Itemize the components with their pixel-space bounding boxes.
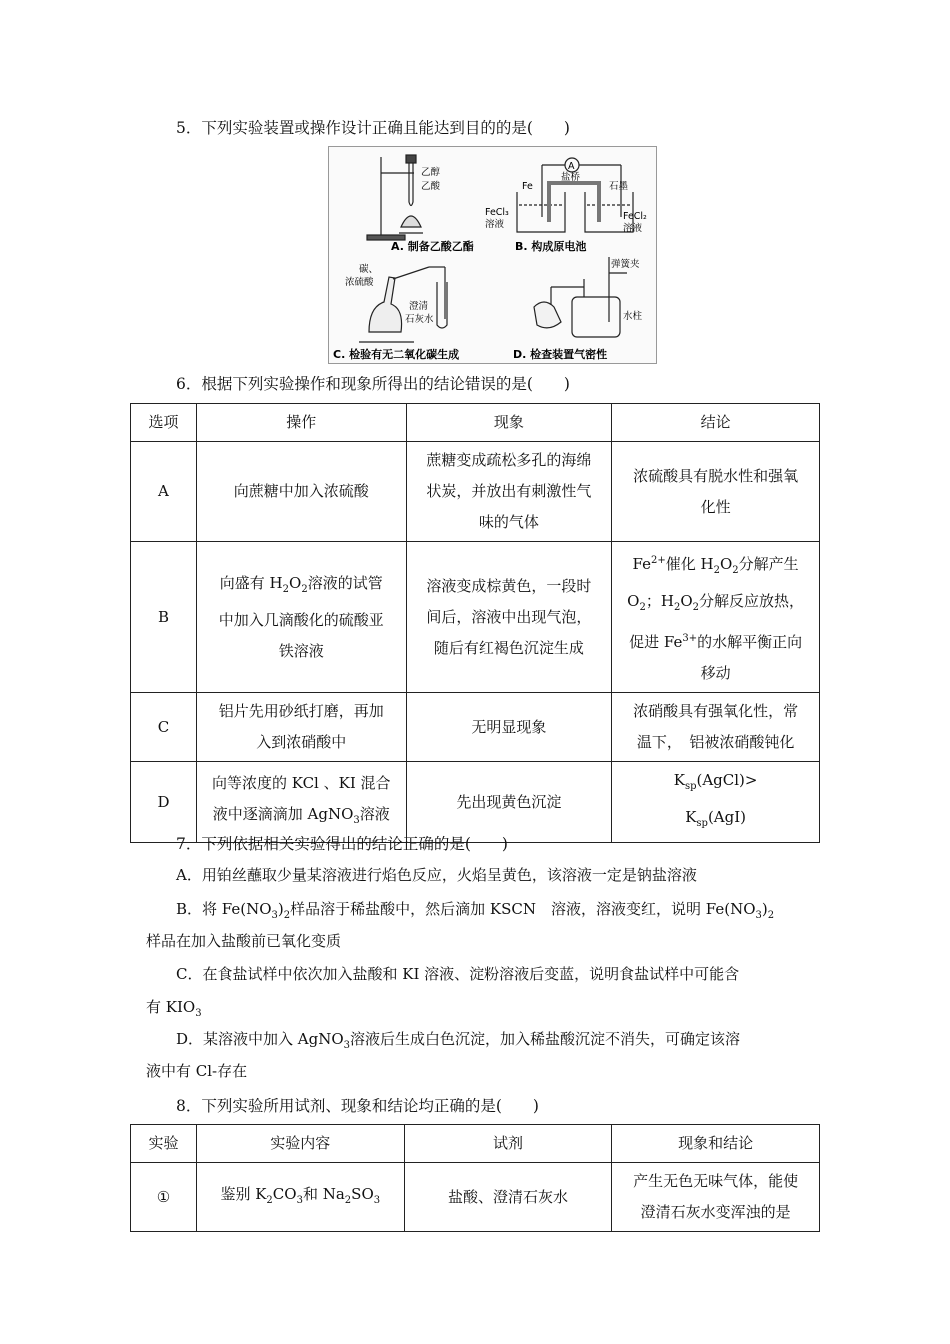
operation-cell: 铝片先用砂纸打磨，再加 入到浓硝酸中 [196,693,406,762]
header-result: 现象和结论 [612,1125,820,1163]
header-reagent: 试剂 [404,1125,612,1163]
header-operation: 操作 [196,404,406,442]
table-row [131,693,820,762]
label-acetic-acid: 乙酸 [421,181,441,192]
label-limewater-1: 澄清 [409,301,429,312]
label-carbon: 碳、 [359,264,379,275]
apparatus-figure [328,146,657,364]
label-limewater-2: 石灰水 [405,314,434,325]
conclusion-cell: $K_{sp}(AgCl)>$ $K_{sp}(AgI)$ [612,762,820,843]
caption-a: A. 制备乙酸乙酯 [391,240,474,253]
option-cell: C [131,693,197,762]
label-salt-bridge: 盐桥 [561,172,581,183]
phenomenon-cell: 溶液变成棕黄色，一段时 间后，溶液中出现气泡， 随后有红褐色沉淀生成 [406,542,612,693]
question-7-option-c-line2: 有 $KIO_3$ [146,998,202,1019]
label-water-column: 水柱 [623,311,643,322]
header-option: 选项 [131,404,197,442]
conclusion-cell: $Fe^{2+}$催化 $H_2O_2$分解产生 $O_2$；$H_2O_2$分解反应放热， 促进 $Fe^{3+}$的水解平衡正向 移动 [612,542,820,693]
option-cell: A [131,442,197,542]
result-cell: 产生无色无味气体，能使 澄清石灰水变浑浊的是 [612,1163,820,1232]
question-7-option-b-line2: 样品在加入盐酸前已氧化变质 [146,932,342,950]
question-6-table [130,403,820,843]
question-8-stem: 8．下列实验所用试剂、现象和结论均正确的是( ) [176,1097,539,1115]
question-7-option-d-line2: 液中有 Cl-存在 [146,1062,248,1080]
question-7-option-d-line1: D．某溶液中加入 AgNO$_3$溶液后生成白色沉淀，加入稀盐酸沉淀不消失，可确定该溶 [176,1030,741,1051]
phenomenon-cell: 先出现黄色沉淀 [406,762,612,843]
experiment-number-cell: ① [131,1163,197,1232]
header-content: 实验内容 [196,1125,404,1163]
caption-c: C. 检验有无二氧化碳生成 [333,348,460,361]
label-fecl2: FeCl₂ [623,211,647,222]
table-row [131,442,820,542]
label-fecl3-solution: 溶液 [485,219,505,230]
option-cell: B [131,542,197,693]
option-cell: D [131,762,197,843]
question-7-option-a: A．用铂丝蘸取少量某溶液进行焰色反应，火焰呈黄色，该溶液一定是钠盐溶液 [176,866,697,884]
question-7-option-b-line1: B．将 $Fe(NO_3)_2$样品溶于稀盐酸中，然后滴加 KSCN 溶液，溶液变红，说明 $Fe(NO_3)_2$ [176,900,775,921]
table-row [131,762,820,843]
conclusion-cell: 浓硫酸具有脱水性和强氧 化性 [612,442,820,542]
header-experiment: 实验 [131,1125,197,1163]
label-fe: Fe [522,181,533,192]
content-cell: 鉴别 $K_2CO_3$和 $Na_2SO_3$ [196,1163,404,1232]
reagent-cell: 盐酸、澄清石灰水 [404,1163,612,1232]
header-phenomenon: 现象 [406,404,612,442]
label-fecl2-solution: 溶液 [623,223,643,234]
operation-cell: 向蔗糖中加入浓硫酸 [196,442,406,542]
table-row [131,542,820,693]
conclusion-cell: 浓硝酸具有强氧化性，常 温下， 铝被浓硝酸钝化 [612,693,820,762]
question-6-stem: 6．根据下列实验操作和现象所得出的结论错误的是( ) [176,375,570,393]
phenomenon-cell: 蔗糖变成疏松多孔的海绵 状炭，并放出有刺激性气 味的气体 [406,442,612,542]
operation-cell: 向盛有 $H_2O_2$溶液的试管 中加入几滴酸化的硫酸亚 铁溶液 [196,542,406,693]
label-conc-sulfuric: 浓硫酸 [345,277,374,288]
operation-cell: 向等浓度的 KCl 、KI 混合 液中逐滴滴加 AgNO$_3$溶液 [196,762,406,843]
table-row [131,1163,820,1232]
label-graphite: 石墨 [609,181,629,192]
label-meter: A [568,161,575,172]
label-clamp: 弹簧夹 [611,259,640,270]
label-ethanol: 乙醇 [421,167,441,178]
phenomenon-cell: 无明显现象 [406,693,612,762]
question-7-stem: 7．下列依据相关实验得出的结论正确的是( ) [176,835,508,853]
header-conclusion: 结论 [612,404,820,442]
caption-b: B. 构成原电池 [515,240,587,253]
caption-d: D. 检查装置气密性 [513,348,608,361]
question-8-table [130,1124,820,1232]
question-5-stem: 5．下列实验装置或操作设计正确且能达到目的的是( ) [176,119,570,137]
label-fecl3: FeCl₃ [485,207,509,218]
question-7-option-c-line1: C．在食盐试样中依次加入盐酸和 KI 溶液、淀粉溶液后变蓝，说明食盐试样中可能含 [176,965,740,983]
apparatus-drawing [329,147,656,363]
